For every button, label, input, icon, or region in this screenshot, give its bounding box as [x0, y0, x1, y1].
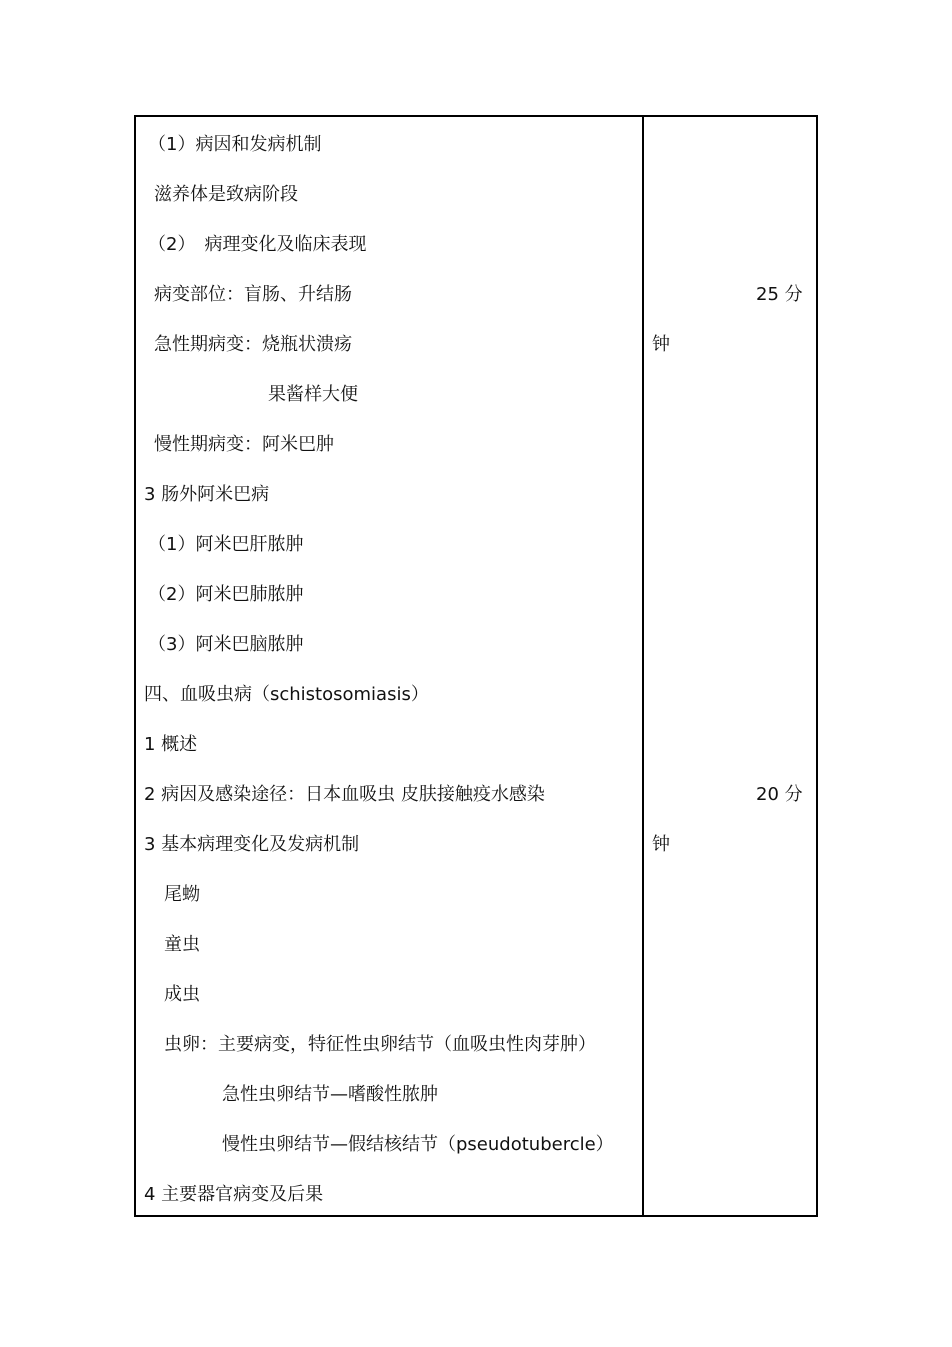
- text-line: 1 概述: [144, 734, 198, 755]
- text-line: 病变部位：盲肠、升结肠: [154, 284, 352, 305]
- text-line: 慢性虫卵结节—假结核结节（pseudotubercle）: [222, 1134, 614, 1155]
- text-line: 2 病因及感染途径：日本血吸虫 皮肤接触疫水感染: [144, 784, 545, 805]
- text-line: （1）阿米巴肝脓肿: [148, 534, 304, 555]
- section-heading: 四、血吸虫病（schistosomiasis）: [144, 684, 429, 705]
- text-line: 虫卵：主要病变，特征性虫卵结节（血吸虫性肉芽肿）: [164, 1034, 596, 1055]
- text-line: （2） 病理变化及临床表现: [148, 234, 367, 255]
- text-line: （2）阿米巴肺脓肿: [148, 584, 304, 605]
- text-line: 果酱样大便: [268, 384, 358, 405]
- duration-unit-1: 钟: [652, 334, 670, 355]
- text-line: （3）阿米巴脑脓肿: [148, 634, 304, 655]
- text-line: 慢性期病变：阿米巴肿: [154, 434, 334, 455]
- text-line: 尾蚴: [164, 884, 200, 905]
- text-line: 成虫: [164, 984, 200, 1005]
- duration-unit-2: 钟: [652, 834, 670, 855]
- text-line: （1）病因和发病机制: [148, 134, 322, 155]
- lesson-table: [134, 115, 818, 1217]
- text-line: 3 基本病理变化及发病机制: [144, 834, 360, 855]
- text-line: 4 主要器官病变及后果: [144, 1184, 324, 1205]
- text-line: 急性虫卵结节—嗜酸性脓肿: [222, 1084, 438, 1105]
- duration-value-2: 20 分: [756, 784, 803, 805]
- text-line: 急性期病变：烧瓶状溃疡: [154, 334, 352, 355]
- text-line: 3 肠外阿米巴病: [144, 484, 270, 505]
- text-line: 童虫: [164, 934, 200, 955]
- column-divider: [642, 117, 644, 1215]
- text-line: 滋养体是致病阶段: [154, 184, 298, 205]
- duration-value-1: 25 分: [756, 284, 803, 305]
